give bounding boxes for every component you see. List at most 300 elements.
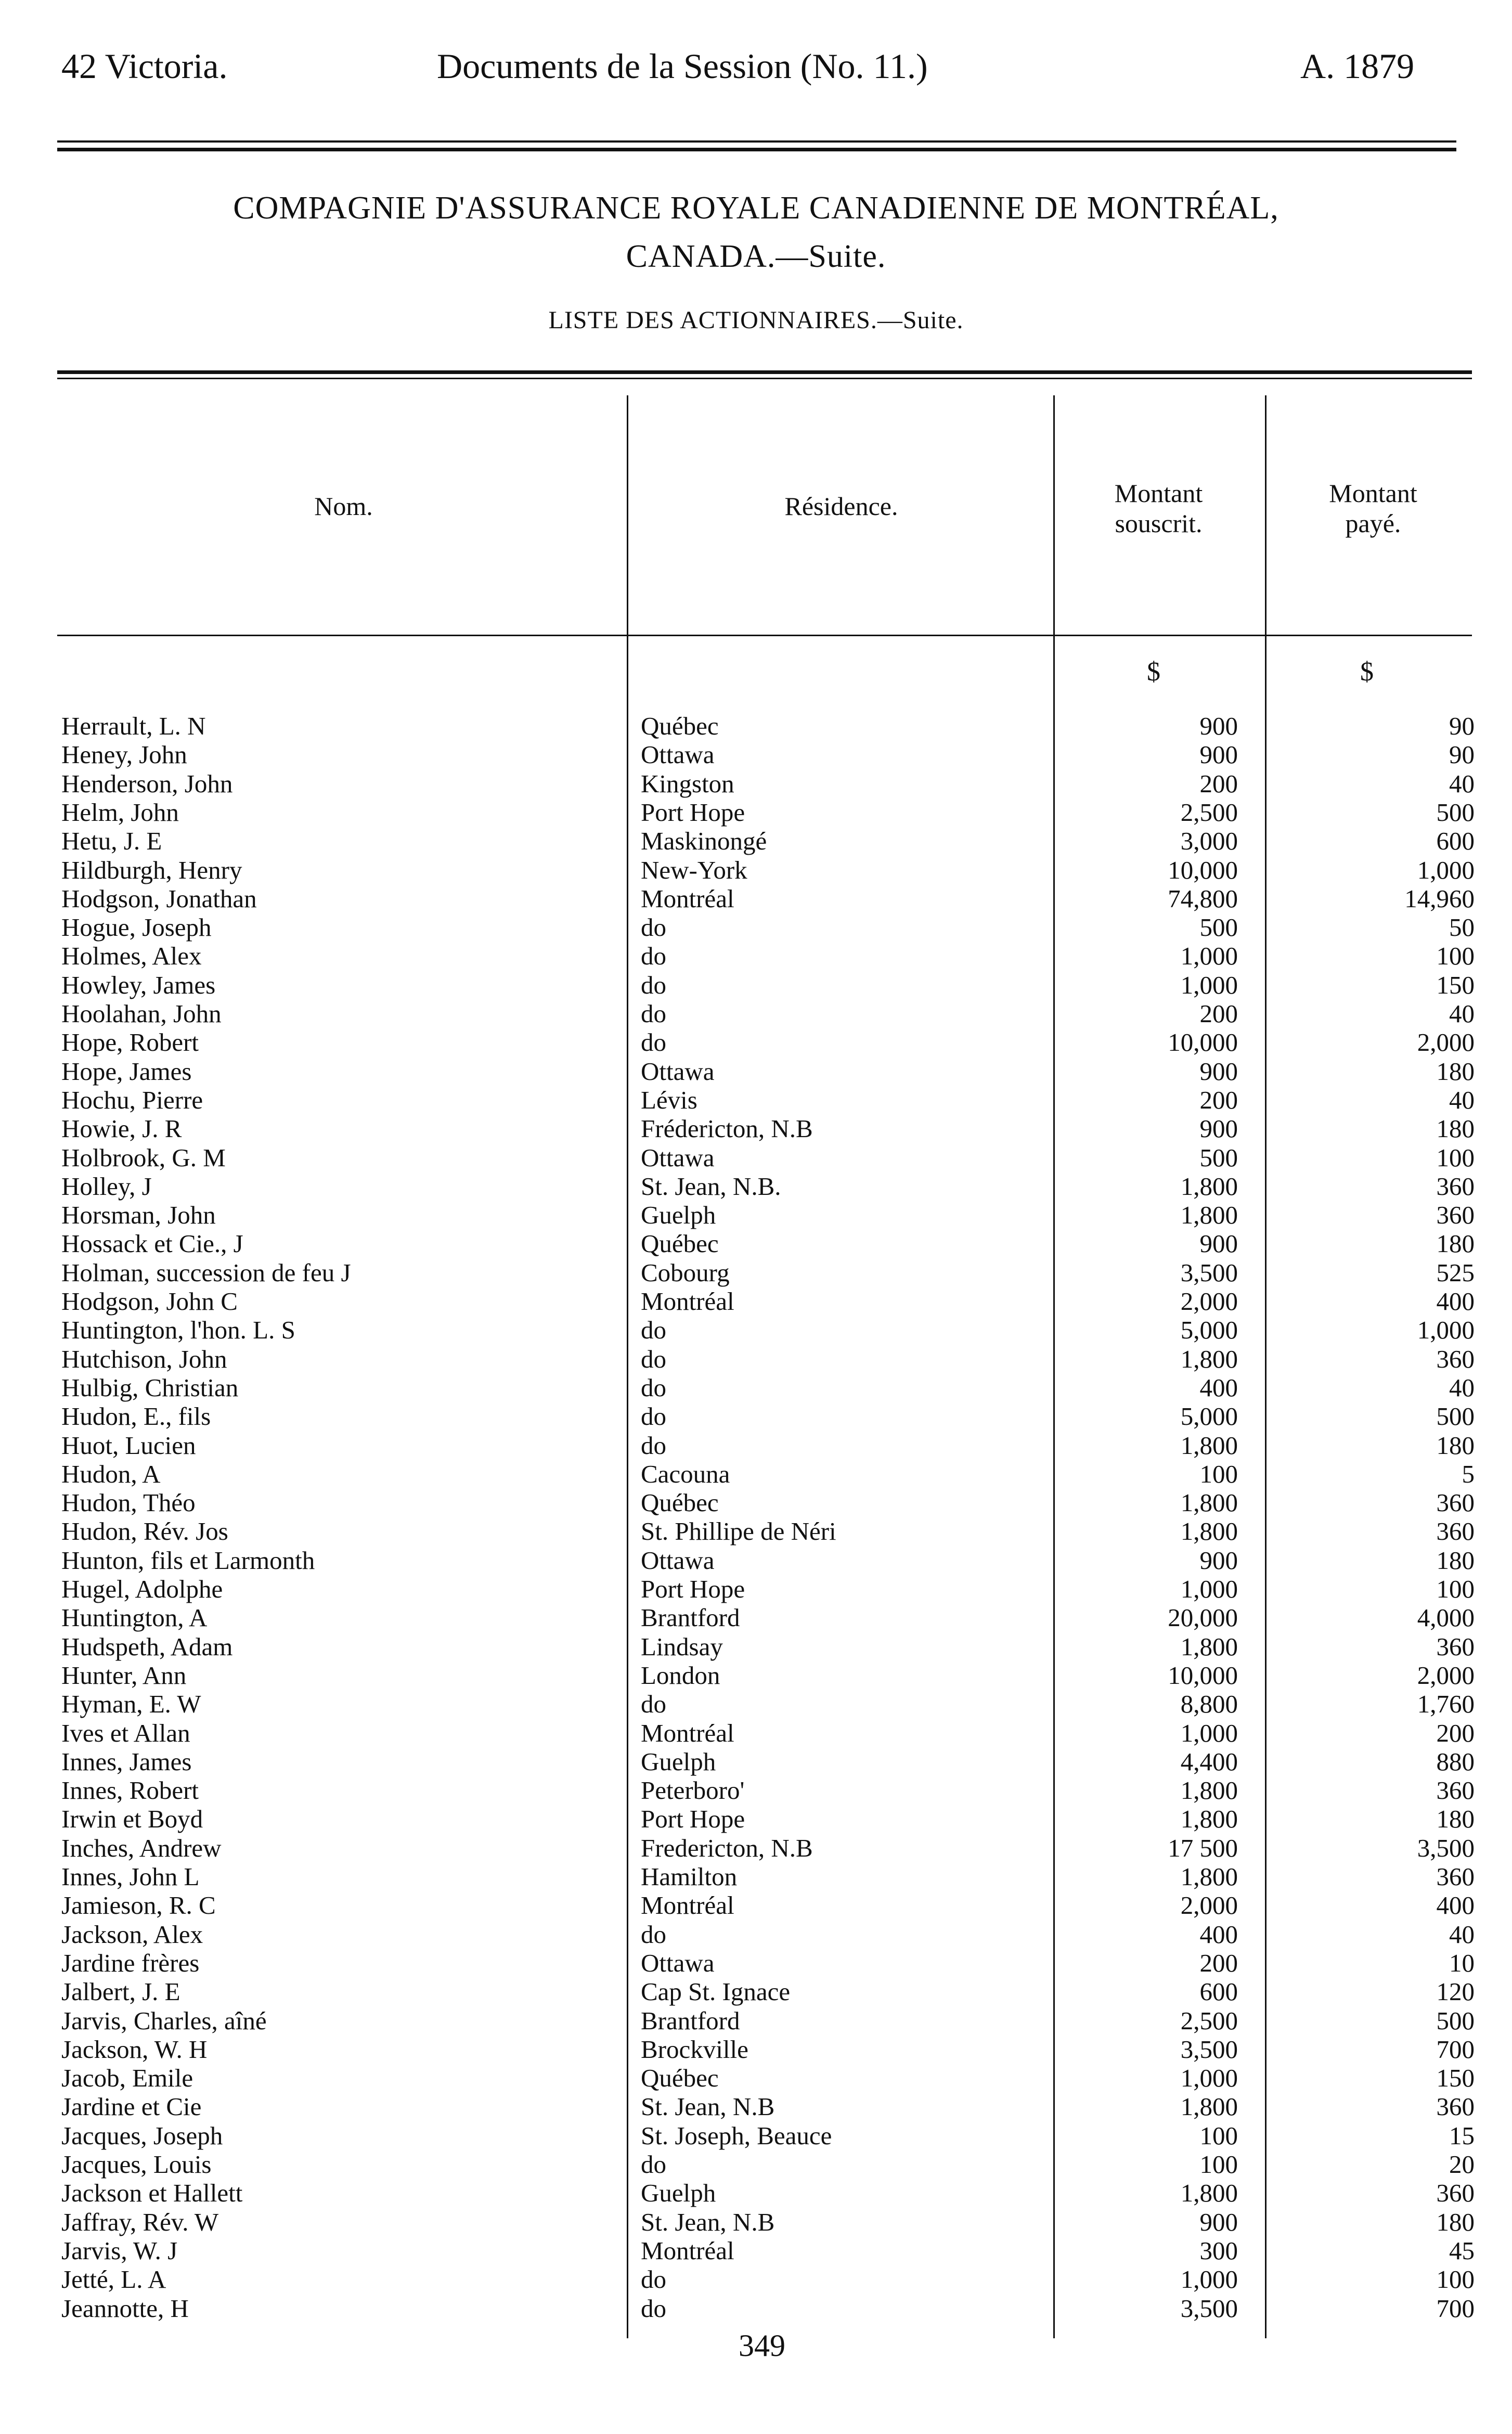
shareholder-name: Jackson et Hallett bbox=[61, 2179, 243, 2208]
shareholder-name: Huntington, A bbox=[61, 1603, 208, 1632]
amount-subscribed: 10,000 bbox=[1168, 1028, 1238, 1057]
shareholder-residence: Guelph bbox=[641, 2179, 716, 2208]
shareholder-residence: Brockville bbox=[641, 2034, 748, 2064]
shareholder-name: Hoolahan, John bbox=[61, 999, 222, 1028]
shareholder-name: Innes, James bbox=[61, 1747, 192, 1776]
shareholder-name: Ives et Allan bbox=[61, 1718, 190, 1747]
column-header-subscribed-line2: souscrit. bbox=[1115, 508, 1203, 538]
amount-paid: 180 bbox=[1436, 1057, 1475, 1086]
amount-subscribed: 900 bbox=[1199, 740, 1238, 769]
shareholder-residence: St. Phillipe de Néri bbox=[641, 1517, 836, 1546]
shareholder-name: Huntington, l'hon. L. S bbox=[61, 1316, 295, 1345]
shareholder-residence: Québec bbox=[641, 2064, 719, 2093]
table-row bbox=[0, 1949, 1512, 1977]
amount-paid: 700 bbox=[1436, 2294, 1475, 2323]
table-row bbox=[0, 1258, 1512, 1287]
table-row bbox=[0, 1431, 1512, 1460]
shareholder-residence: Montréal bbox=[641, 1287, 734, 1316]
amount-paid: 15 bbox=[1449, 2121, 1475, 2150]
table-row bbox=[0, 942, 1512, 970]
table-rule-top-thin bbox=[57, 378, 1472, 379]
table-row bbox=[0, 1575, 1512, 1603]
shareholder-name: Jacques, Louis bbox=[61, 2150, 212, 2179]
shareholder-name: Hogue, Joseph bbox=[61, 913, 212, 942]
table-row bbox=[0, 2265, 1512, 2294]
column-header-paid bbox=[1269, 479, 1477, 538]
shareholder-name: Innes, John L bbox=[61, 1862, 200, 1891]
shareholder-name: Hutchison, John bbox=[61, 1344, 227, 1373]
amount-subscribed: 1,800 bbox=[1180, 1632, 1238, 1661]
table-row bbox=[0, 827, 1512, 855]
amount-paid: 880 bbox=[1436, 1747, 1475, 1776]
table-row bbox=[0, 1057, 1512, 1086]
shareholder-name: Hudon, A bbox=[61, 1459, 161, 1488]
amount-paid: 1,000 bbox=[1417, 855, 1475, 884]
amount-paid: 360 bbox=[1436, 1862, 1475, 1891]
amount-subscribed: 200 bbox=[1199, 999, 1238, 1028]
table-row bbox=[0, 740, 1512, 769]
table-row bbox=[0, 1603, 1512, 1632]
amount-paid: 4,000 bbox=[1417, 1603, 1475, 1632]
table-row bbox=[0, 1747, 1512, 1776]
amount-paid: 500 bbox=[1436, 797, 1475, 827]
table-row bbox=[0, 1345, 1512, 1373]
table-row bbox=[0, 1373, 1512, 1402]
shareholder-name: Inches, Andrew bbox=[61, 1833, 222, 1862]
shareholder-residence: do bbox=[641, 1431, 666, 1460]
amount-paid: 50 bbox=[1449, 913, 1475, 942]
table-row bbox=[0, 1661, 1512, 1690]
shareholder-name: Hodgson, John C bbox=[61, 1287, 238, 1316]
table-row bbox=[0, 999, 1512, 1028]
table-row bbox=[0, 1488, 1512, 1517]
amount-subscribed: 3,500 bbox=[1180, 2034, 1238, 2064]
amount-subscribed: 4,400 bbox=[1180, 1747, 1238, 1776]
table-row bbox=[0, 2064, 1512, 2092]
amount-paid: 2,000 bbox=[1417, 1660, 1475, 1690]
shareholder-name: Jeannotte, H bbox=[61, 2294, 189, 2323]
column-header-residence: Résidence. bbox=[784, 492, 898, 521]
amount-subscribed: 2,000 bbox=[1180, 1287, 1238, 1316]
shareholder-name: Hope, James bbox=[61, 1057, 192, 1086]
shareholder-residence: Québec bbox=[641, 712, 719, 740]
amount-subscribed: 1,800 bbox=[1180, 2179, 1238, 2208]
shareholder-name: Jaffray, Rév. W bbox=[61, 2207, 219, 2236]
shareholder-residence: do bbox=[641, 1028, 666, 1057]
amount-paid: 180 bbox=[1436, 1431, 1475, 1460]
amount-paid: 14,960 bbox=[1404, 884, 1475, 913]
amount-subscribed: 500 bbox=[1199, 1143, 1238, 1172]
shareholder-residence: do bbox=[641, 970, 666, 999]
shareholder-name: Jacob, Emile bbox=[61, 2064, 193, 2093]
shareholder-name: Howie, J. R bbox=[61, 1114, 182, 1143]
currency-subscribed: $ bbox=[1147, 657, 1160, 687]
table-row bbox=[0, 1690, 1512, 1718]
amount-paid: 3,500 bbox=[1417, 1833, 1475, 1862]
amount-subscribed: 200 bbox=[1199, 1948, 1238, 1977]
amount-subscribed: 10,000 bbox=[1168, 1660, 1238, 1690]
column-header-paid-line2: payé. bbox=[1345, 508, 1401, 538]
shareholder-residence: Hamilton bbox=[641, 1862, 738, 1891]
shareholder-residence: Port Hope bbox=[641, 797, 745, 827]
column-header-name: Nom. bbox=[314, 492, 373, 521]
shareholder-name: Hudon, E., fils bbox=[61, 1402, 211, 1431]
table-row bbox=[0, 2150, 1512, 2179]
shareholder-name: Hudon, Théo bbox=[61, 1488, 196, 1517]
amount-subscribed: 1,800 bbox=[1180, 2092, 1238, 2121]
amount-paid: 360 bbox=[1436, 2092, 1475, 2121]
amount-paid: 100 bbox=[1436, 942, 1475, 971]
shareholder-name: Jetté, L. A bbox=[61, 2265, 166, 2294]
shareholder-residence: do bbox=[641, 2150, 666, 2179]
amount-paid: 360 bbox=[1436, 1201, 1475, 1230]
header-rule-bottom bbox=[57, 148, 1456, 151]
shareholder-name: Jackson, Alex bbox=[61, 1920, 203, 1949]
shareholder-residence: do bbox=[641, 1690, 666, 1719]
page-number: 349 bbox=[739, 2328, 785, 2363]
shareholder-residence: Guelph bbox=[641, 1747, 716, 1776]
amount-subscribed: 1,800 bbox=[1180, 1201, 1238, 1230]
amount-paid: 100 bbox=[1436, 1143, 1475, 1172]
header-right: A. 1879 bbox=[1300, 46, 1415, 86]
amount-subscribed: 900 bbox=[1199, 1057, 1238, 1086]
shareholder-name: Hudspeth, Adam bbox=[61, 1632, 233, 1661]
table-row bbox=[0, 1776, 1512, 1805]
shareholder-residence: Guelph bbox=[641, 1201, 716, 1230]
amount-subscribed: 100 bbox=[1199, 1459, 1238, 1488]
amount-paid: 600 bbox=[1436, 827, 1475, 856]
amount-subscribed: 900 bbox=[1199, 1229, 1238, 1258]
shareholder-name: Jardine et Cie bbox=[61, 2092, 202, 2121]
table-row bbox=[0, 1201, 1512, 1229]
shareholder-name: Jamieson, R. C bbox=[61, 1891, 216, 1920]
shareholder-residence: Montréal bbox=[641, 1891, 734, 1920]
shareholder-residence: do bbox=[641, 2294, 666, 2323]
table-row bbox=[0, 1229, 1512, 1258]
shareholder-name: Holman, succession de feu J bbox=[61, 1258, 351, 1287]
amount-subscribed: 5,000 bbox=[1180, 1316, 1238, 1345]
amount-subscribed: 900 bbox=[1199, 1546, 1238, 1575]
amount-paid: 360 bbox=[1436, 1632, 1475, 1661]
shareholder-name: Howley, James bbox=[61, 970, 216, 999]
table-row bbox=[0, 1114, 1512, 1143]
amount-subscribed: 1,000 bbox=[1180, 2265, 1238, 2294]
amount-paid: 120 bbox=[1436, 1977, 1475, 2006]
shareholder-residence: Fredericton, N.B bbox=[641, 1833, 813, 1862]
amount-subscribed: 5,000 bbox=[1180, 1402, 1238, 1431]
table-row bbox=[0, 1316, 1512, 1344]
shareholder-residence: St. Jean, N.B bbox=[641, 2092, 775, 2121]
shareholder-residence: Montréal bbox=[641, 1718, 734, 1747]
shareholder-name: Henderson, John bbox=[61, 769, 233, 798]
shareholder-name: Jacques, Joseph bbox=[61, 2121, 223, 2150]
shareholder-residence: Cap St. Ignace bbox=[641, 1977, 791, 2006]
table-row bbox=[0, 769, 1512, 798]
shareholder-name: Hyman, E. W bbox=[61, 1690, 201, 1719]
amount-subscribed: 400 bbox=[1199, 1373, 1238, 1402]
shareholder-residence: do bbox=[641, 1344, 666, 1373]
amount-paid: 40 bbox=[1449, 1373, 1475, 1402]
table-row bbox=[0, 2092, 1512, 2121]
amount-subscribed: 300 bbox=[1199, 2236, 1238, 2265]
column-header-subscribed bbox=[1053, 479, 1264, 538]
amount-paid: 1,000 bbox=[1417, 1316, 1475, 1345]
shareholder-name: Holbrook, G. M bbox=[61, 1143, 226, 1172]
shareholder-residence: Lévis bbox=[641, 1085, 697, 1114]
shareholder-residence: Port Hope bbox=[641, 1575, 745, 1603]
shareholder-name: Huot, Lucien bbox=[61, 1431, 196, 1460]
amount-subscribed: 1,800 bbox=[1180, 1862, 1238, 1891]
amount-subscribed: 1,800 bbox=[1180, 1431, 1238, 1460]
table-row bbox=[0, 2294, 1512, 2323]
amount-paid: 40 bbox=[1449, 1085, 1475, 1114]
table-row bbox=[0, 2208, 1512, 2236]
shareholder-residence: do bbox=[641, 1402, 666, 1431]
shareholder-residence: do bbox=[641, 1373, 666, 1402]
shareholder-residence: do bbox=[641, 999, 666, 1028]
amount-paid: 180 bbox=[1436, 1805, 1475, 1834]
shareholder-name: Horsman, John bbox=[61, 1201, 216, 1230]
amount-paid: 400 bbox=[1436, 1891, 1475, 1920]
amount-subscribed: 1,000 bbox=[1180, 942, 1238, 971]
amount-paid: 180 bbox=[1436, 1229, 1475, 1258]
shareholder-name: Holley, J bbox=[61, 1171, 152, 1201]
amount-subscribed: 1,000 bbox=[1180, 2064, 1238, 2093]
amount-subscribed: 200 bbox=[1199, 1085, 1238, 1114]
table-row bbox=[0, 856, 1512, 884]
shareholder-residence: Cacouna bbox=[641, 1459, 730, 1488]
document-title-line2: CANADA.—Suite. bbox=[626, 239, 886, 274]
amount-paid: 150 bbox=[1436, 970, 1475, 999]
amount-paid: 180 bbox=[1436, 1546, 1475, 1575]
amount-subscribed: 200 bbox=[1199, 769, 1238, 798]
amount-paid: 150 bbox=[1436, 2064, 1475, 2093]
document-title-line1: COMPAGNIE D'ASSURANCE ROYALE CANADIENNE DE MONTRÉAL, bbox=[233, 190, 1279, 226]
amount-paid: 40 bbox=[1449, 1920, 1475, 1949]
shareholder-residence: Ottawa bbox=[641, 740, 715, 769]
header-left: 42 Victoria. bbox=[61, 46, 228, 86]
shareholder-name: Jardine frères bbox=[61, 1948, 200, 1977]
amount-paid: 5 bbox=[1462, 1459, 1475, 1488]
shareholder-residence: Québec bbox=[641, 1488, 719, 1517]
table-row bbox=[0, 1632, 1512, 1661]
shareholder-residence: Ottawa bbox=[641, 1143, 715, 1172]
currency-paid: $ bbox=[1360, 657, 1374, 687]
shareholder-name: Irwin et Boyd bbox=[61, 1805, 203, 1834]
shareholder-residence: Brantford bbox=[641, 1603, 740, 1632]
table-rule-top bbox=[57, 370, 1472, 374]
amount-paid: 700 bbox=[1436, 2034, 1475, 2064]
amount-paid: 40 bbox=[1449, 769, 1475, 798]
shareholder-residence: Ottawa bbox=[641, 1948, 715, 1977]
shareholder-name: Hunton, fils et Larmonth bbox=[61, 1546, 315, 1575]
shareholder-name: Hope, Robert bbox=[61, 1028, 199, 1057]
amount-paid: 525 bbox=[1436, 1258, 1475, 1287]
shareholder-residence: Kingston bbox=[641, 769, 734, 798]
amount-paid: 360 bbox=[1436, 1171, 1475, 1201]
shareholder-residence: Québec bbox=[641, 1229, 719, 1258]
amount-paid: 90 bbox=[1449, 740, 1475, 769]
amount-subscribed: 1,800 bbox=[1180, 1517, 1238, 1546]
table-row bbox=[0, 798, 1512, 827]
amount-paid: 360 bbox=[1436, 1776, 1475, 1805]
shareholder-residence: Montréal bbox=[641, 2236, 734, 2265]
shareholder-name: Hetu, J. E bbox=[61, 827, 162, 856]
amount-subscribed: 1,800 bbox=[1180, 1805, 1238, 1834]
amount-subscribed: 900 bbox=[1199, 1114, 1238, 1143]
shareholder-residence: London bbox=[641, 1660, 720, 1690]
shareholder-name: Hodgson, Jonathan bbox=[61, 884, 257, 913]
column-header-subscribed-line1: Montant bbox=[1114, 479, 1203, 508]
table-row bbox=[0, 884, 1512, 913]
amount-subscribed: 100 bbox=[1199, 2150, 1238, 2179]
table-header-rule bbox=[57, 635, 1472, 636]
amount-paid: 360 bbox=[1436, 1344, 1475, 1373]
amount-subscribed: 1,800 bbox=[1180, 1488, 1238, 1517]
amount-subscribed: 74,800 bbox=[1168, 884, 1238, 913]
shareholder-name: Hulbig, Christian bbox=[61, 1373, 239, 1402]
shareholder-residence: Brantford bbox=[641, 2006, 740, 2035]
shareholder-name: Hochu, Pierre bbox=[61, 1085, 203, 1114]
shareholder-name: Jarvis, Charles, aîné bbox=[61, 2006, 267, 2035]
amount-subscribed: 1,800 bbox=[1180, 1776, 1238, 1805]
amount-paid: 10 bbox=[1449, 1948, 1475, 1977]
amount-subscribed: 20,000 bbox=[1168, 1603, 1238, 1632]
amount-subscribed: 10,000 bbox=[1168, 855, 1238, 884]
amount-subscribed: 1,000 bbox=[1180, 970, 1238, 999]
table-row bbox=[0, 1719, 1512, 1747]
shareholder-name: Herrault, L. N bbox=[61, 712, 206, 740]
shareholder-residence: do bbox=[641, 1316, 666, 1345]
shareholder-name: Hudon, Rév. Jos bbox=[61, 1517, 228, 1546]
table-row bbox=[0, 2236, 1512, 2265]
amount-subscribed: 100 bbox=[1199, 2121, 1238, 2150]
table-row bbox=[0, 1862, 1512, 1891]
shareholder-residence: Port Hope bbox=[641, 1805, 745, 1834]
shareholder-name: Hildburgh, Henry bbox=[61, 855, 242, 884]
shareholder-residence: do bbox=[641, 942, 666, 971]
amount-paid: 100 bbox=[1436, 2265, 1475, 2294]
table-row bbox=[0, 1086, 1512, 1114]
shareholder-residence: do bbox=[641, 913, 666, 942]
shareholder-residence: do bbox=[641, 2265, 666, 2294]
amount-subscribed: 3,500 bbox=[1180, 1258, 1238, 1287]
table-row bbox=[0, 1460, 1512, 1488]
header-center: Documents de la Session (No. 11.) bbox=[437, 46, 928, 86]
column-header-paid-line1: Montant bbox=[1329, 479, 1417, 508]
amount-paid: 45 bbox=[1449, 2236, 1475, 2265]
shareholder-residence: St. Joseph, Beauce bbox=[641, 2121, 832, 2150]
table-row bbox=[0, 913, 1512, 942]
table-row bbox=[0, 1977, 1512, 2006]
amount-subscribed: 8,800 bbox=[1180, 1690, 1238, 1719]
amount-paid: 400 bbox=[1436, 1287, 1475, 1316]
amount-paid: 500 bbox=[1436, 2006, 1475, 2035]
amount-subscribed: 500 bbox=[1199, 913, 1238, 942]
shareholder-name: Hossack et Cie., J bbox=[61, 1229, 243, 1258]
table-row bbox=[0, 2121, 1512, 2150]
amount-subscribed: 1,800 bbox=[1180, 1344, 1238, 1373]
shareholder-name: Innes, Robert bbox=[61, 1776, 199, 1805]
table-row bbox=[0, 1143, 1512, 1172]
shareholder-name: Hunter, Ann bbox=[61, 1660, 187, 1690]
amount-paid: 360 bbox=[1436, 2179, 1475, 2208]
shareholder-residence: do bbox=[641, 1920, 666, 1949]
table-row bbox=[0, 1546, 1512, 1575]
table-row bbox=[0, 1920, 1512, 1949]
shareholder-residence: Peterboro' bbox=[641, 1776, 745, 1805]
amount-subscribed: 600 bbox=[1199, 1977, 1238, 2006]
document-subtitle: LISTE DES ACTIONNAIRES.—Suite. bbox=[548, 306, 964, 334]
table-row bbox=[0, 1517, 1512, 1546]
amount-paid: 360 bbox=[1436, 1517, 1475, 1546]
shareholder-residence: Frédericton, N.B bbox=[641, 1114, 813, 1143]
amount-paid: 20 bbox=[1449, 2150, 1475, 2179]
table-row bbox=[0, 2179, 1512, 2207]
amount-subscribed: 1,000 bbox=[1180, 1575, 1238, 1603]
amount-paid: 180 bbox=[1436, 2207, 1475, 2236]
table-row bbox=[0, 1402, 1512, 1431]
shareholder-residence: Montréal bbox=[641, 884, 734, 913]
amount-subscribed: 900 bbox=[1199, 712, 1238, 740]
shareholder-residence: Lindsay bbox=[641, 1632, 723, 1661]
shareholder-residence: New-York bbox=[641, 855, 747, 884]
table-row bbox=[0, 1834, 1512, 1862]
shareholder-residence: St. Jean, N.B. bbox=[641, 1171, 781, 1201]
amount-paid: 500 bbox=[1436, 1402, 1475, 1431]
shareholder-name: Holmes, Alex bbox=[61, 942, 202, 971]
amount-subscribed: 1,800 bbox=[1180, 1171, 1238, 1201]
table-row bbox=[0, 712, 1512, 740]
table-row bbox=[0, 1805, 1512, 1833]
shareholder-residence: Maskinongé bbox=[641, 827, 767, 856]
shareholder-residence: Ottawa bbox=[641, 1546, 715, 1575]
amount-subscribed: 400 bbox=[1199, 1920, 1238, 1949]
amount-paid: 1,760 bbox=[1417, 1690, 1475, 1719]
shareholder-name: Jackson, W. H bbox=[61, 2034, 208, 2064]
amount-subscribed: 3,000 bbox=[1180, 827, 1238, 856]
header-rule-top bbox=[57, 140, 1456, 143]
shareholder-name: Jarvis, W. J bbox=[61, 2236, 178, 2265]
shareholder-name: Jalbert, J. E bbox=[61, 1977, 180, 2006]
amount-subscribed: 2,500 bbox=[1180, 2006, 1238, 2035]
amount-paid: 2,000 bbox=[1417, 1028, 1475, 1057]
amount-paid: 360 bbox=[1436, 1488, 1475, 1517]
amount-subscribed: 1,000 bbox=[1180, 1718, 1238, 1747]
amount-paid: 100 bbox=[1436, 1575, 1475, 1603]
amount-subscribed: 2,000 bbox=[1180, 1891, 1238, 1920]
table-row bbox=[0, 2006, 1512, 2035]
shareholder-name: Heney, John bbox=[61, 740, 187, 769]
table-row bbox=[0, 1287, 1512, 1316]
shareholder-name: Helm, John bbox=[61, 797, 179, 827]
shareholder-residence: St. Jean, N.B bbox=[641, 2207, 775, 2236]
shareholder-residence: Ottawa bbox=[641, 1057, 715, 1086]
shareholder-name: Hugel, Adolphe bbox=[61, 1575, 223, 1603]
amount-subscribed: 900 bbox=[1199, 2207, 1238, 2236]
table-row bbox=[0, 971, 1512, 999]
table-row bbox=[0, 1172, 1512, 1201]
shareholder-residence: Cobourg bbox=[641, 1258, 730, 1287]
amount-subscribed: 2,500 bbox=[1180, 797, 1238, 827]
amount-paid: 40 bbox=[1449, 999, 1475, 1028]
amount-subscribed: 17 500 bbox=[1168, 1833, 1238, 1862]
amount-paid: 180 bbox=[1436, 1114, 1475, 1143]
table-row bbox=[0, 2035, 1512, 2064]
amount-paid: 200 bbox=[1436, 1718, 1475, 1747]
table-row bbox=[0, 1891, 1512, 1920]
amount-subscribed: 3,500 bbox=[1180, 2294, 1238, 2323]
